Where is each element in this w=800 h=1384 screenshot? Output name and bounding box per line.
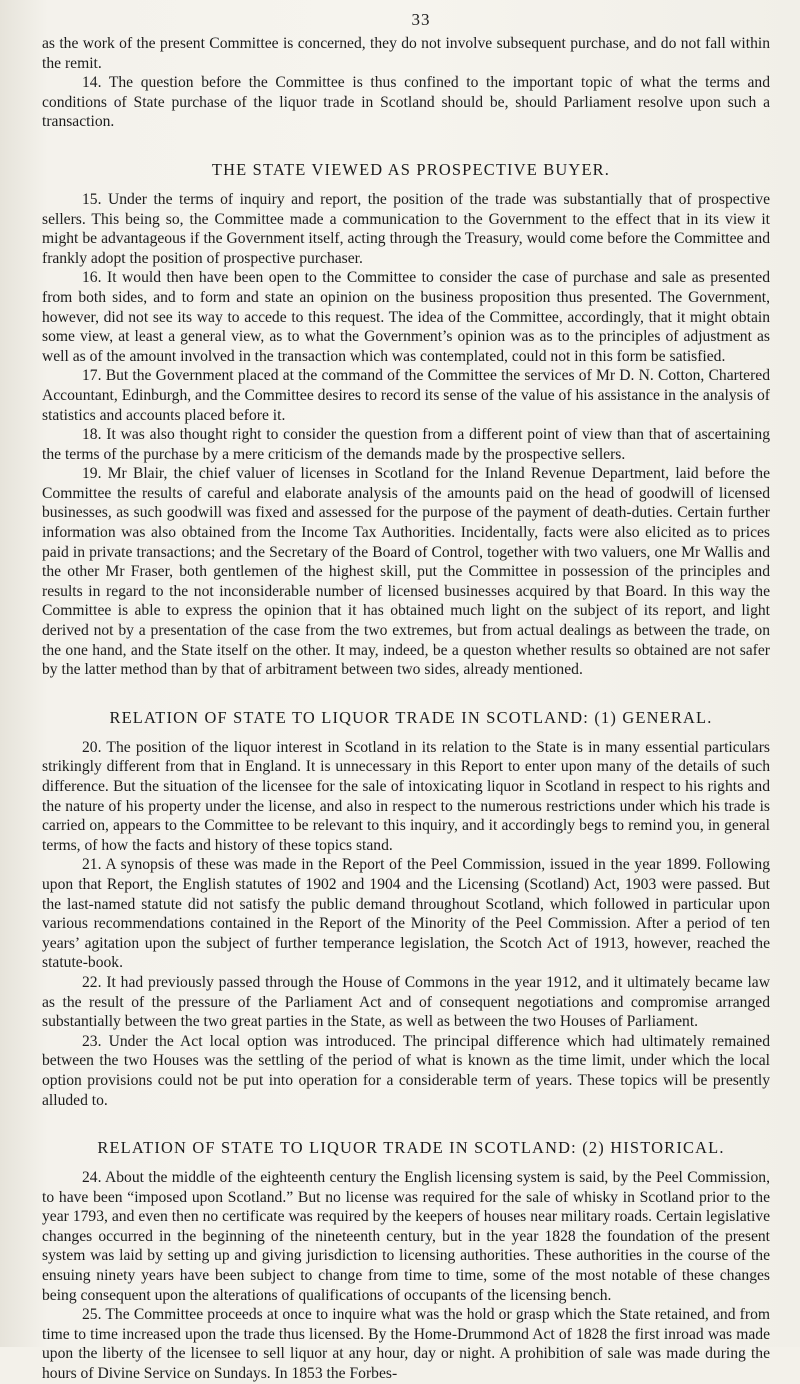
paragraph: 22. It had previously passed through the House of Commons in the year 1912, and it ultimately became law as the result of the pressure of the Parliament Act and of consequent negotiations and compromise arranged substantially between the two great parties in the State, as well as between the two Houses of Parliament.: [42, 973, 770, 1031]
paragraph: 17. But the Government placed at the command of the Committee the services of Mr D. N. Cotton, Chartered Accountant, Edinburgh, and the Committee desires to record its sense of the value of his assistance in the analysis of statistics and accounts placed before it.: [42, 367, 770, 424]
paragraph: as the work of the present Committee is concerned, they do not involve subsequent purchase, and do not fall within the remit.: [42, 35, 770, 72]
paragraph: 24. About the middle of the eighteenth century the English licensing system is said, by the Peel Commission, to have been “imposed upon Scotland.” But no license was required for the sale of whisky in Scotland prior to the year 1793, and even then no certificate was required by the keepers of houses near military roads. Certain legislative changes occurred in the beginning of the nineteenth century, but in the year 1828 the foundation of the present system was laid by setting up and giving jurisdiction to licensing authorities. These authorities in the course of the ensuing ninety years have been subject to change from time to time, some of the most notable of these changes being consequent upon the alterations of qualifications of occupants of the licensing bench.: [42, 1169, 770, 1304]
section-heading: RELATION OF STATE TO LIQUOR TRADE IN SCOTLAND: (1) GENERAL.: [109, 707, 713, 727]
document-body: [42, 34, 770, 1384]
paragraph: 16. It would then have been open to the Committee to consider the case of purchase and sale as presented from both sides, and to form and state an opinion on the business proposition thus presented. The Government, however, did not see its way to accede to this request. The idea of the Committee, accordingly, that it might obtain some view, at least a general view, as to what the Government’s opinion was as to the principles of adjustment as well as of the amount involved in the transaction which was contemplated, could not in this form be satisfied.: [42, 269, 770, 365]
paragraph: 14. The question before the Committee is thus confined to the important topic of what the terms and conditions of State purchase of the liquor trade in Scotland should be, should Parliament resolve upon such a transaction.: [42, 74, 770, 131]
paragraph: 19. Mr Blair, the chief valuer of licenses in Scotland for the Inland Revenue Department, laid before the Committee the results of careful and elaborate analysis of the amounts paid on the head of goodwill of licensed businesses, as such goodwill was fixed and assessed for the purpose of the payment of death-duties. Certain further information was also obtained from the Income Tax Authorities. Incidentally, facts were also elicited as to prices paid in private transactions; and the Secretary of the Board of Control, together with two valuers, one Mr Wallis and the other Mr Fraser, both gentlemen of the highest skill, put the Committee in possession of the principles and results in regard to the not inconsiderable number of licensed businesses acquired by that Board. In this way the Committee is able to express the opinion that it has obtained much light on the subject of its report, and light derived not by a presentation of the case from the two extremes, but from actual dealings as between the trade, on the one hand, and the State itself on the other. It may, indeed, be a queston whether results so obtained are not safer by the latter method than by that of arbitrament between two sides, already mentioned.: [42, 465, 770, 679]
paragraph: 25. The Committee proceeds at once to inquire what was the hold or grasp which the State retained, and from time to time increased upon the trade thus licensed. By the Home-Drummond Act of 1828 the first inroad was made upon the liberty of the licensee to sell liquor at any hour, day or night. A prohibition of sale was made during the hours of Divine Service on Sundays. In 1853 the Forbes-: [42, 1306, 770, 1383]
paragraph: 20. The position of the liquor interest in Scotland in its relation to the State is in many essential particulars strikingly different from that in England. It is unnecessary in this Report to enter upon many of the details of such difference. But the situation of the licensee for the sale of intoxicating liquor in Scotland in respect to his rights and the nature of his property under the license, and also in respect to the numerous restrictions under which his trade is carried on, appears to the Committee to be relevant to this inquiry, and it accordingly begs to remind you, in general terms, of how the facts and history of these topics stand.: [42, 738, 770, 854]
paragraph: 21. A synopsis of these was made in the Report of the Peel Commission, issued in the year 1899. Following upon that Report, the English statutes of 1902 and 1904 and the Licensing (Scotland) Act, 1903 were passed. But the last-named statute did not satisfy the public demand throughout Scotland, which followed in particular upon various recommendations contained in the Report of the Minority of the Peel Commission. After a period of ten years’ agitation upon the subject of further temperance legislation, the Scotch Act of 1913, however, reached the statute-book.: [42, 856, 770, 972]
section-heading: THE STATE VIEWED AS PROSPECTIVE BUYER.: [211, 159, 611, 179]
section-heading: RELATION OF STATE TO LIQUOR TRADE IN SCOTLAND: (2) HISTORICAL.: [97, 1138, 725, 1158]
page-number: 33: [411, 10, 431, 29]
paragraph: 18. It was also thought right to consider the question from a different point of view than that of ascertaining the terms of the purchase by a mere criticism of the demands made by the prospective sellers.: [42, 426, 770, 463]
paragraph: 23. Under the Act local option was introduced. The principal difference which had ultimately remained between the two Houses was the settling of the period of what is known as the time limit, under which the local option provisions could not be put into operation for a considerable term of years. These topics will be presently alluded to.: [42, 1032, 770, 1109]
paragraph: 15. Under the terms of inquiry and report, the position of the trade was substantially that of prospective sellers. This being so, the Committee made a communication to the Government to the effect that in its view it might be advantageous if the Government itself, acting through the Treasury, would come before the Committee and frankly adopt the position of prospective purchaser.: [42, 190, 770, 267]
